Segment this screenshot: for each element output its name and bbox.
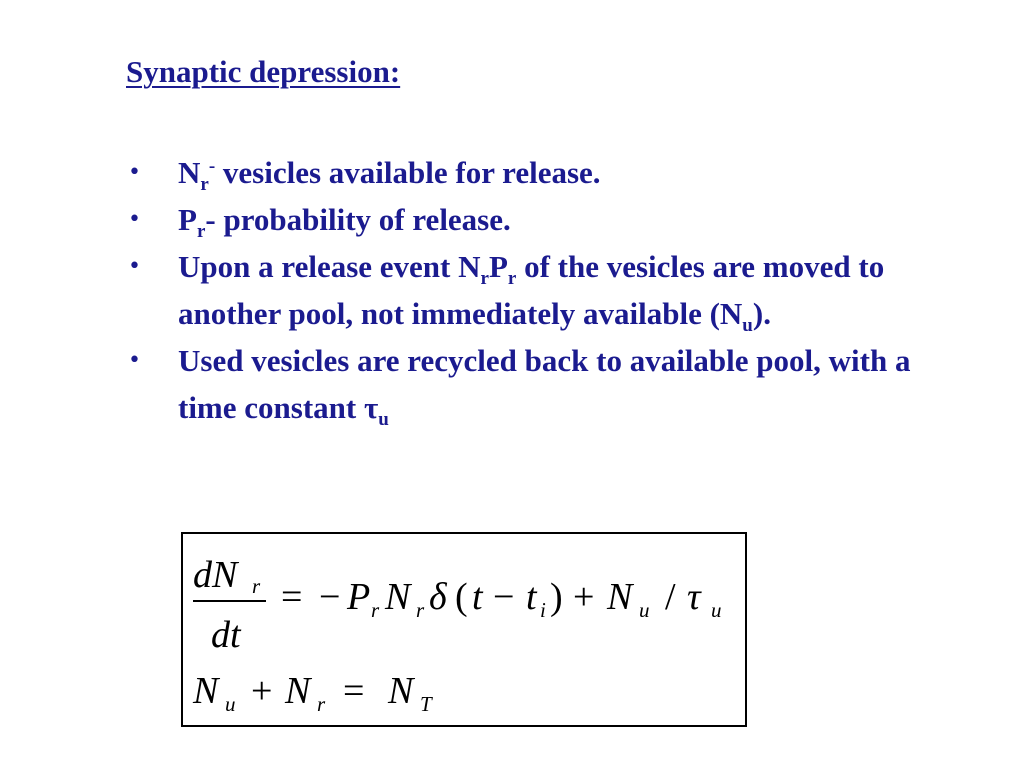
bullet-recycled-vesicles: • Used vesicles are recycled back to available pool, with a time constant $\tau_u$ — [128, 337, 928, 431]
bullet-icon: • — [128, 254, 141, 279]
eq1-t: t — [472, 576, 483, 618]
bullet-icon: • — [128, 207, 141, 232]
eq2-equals: = — [343, 670, 365, 712]
bullet-icon: • — [128, 160, 141, 185]
fraction-bar — [193, 600, 266, 602]
eq1-slash: / — [665, 576, 676, 618]
eq1-Nu: N — [607, 576, 633, 618]
eq2-Nr-sub: r — [317, 692, 326, 716]
bullet-list — [128, 149, 928, 431]
eq1-minus: − — [319, 576, 341, 618]
eq1-N-sub: r — [416, 598, 425, 622]
bullet-release-event: • Upon a release event $N_rP_r$ of the vesicles are moved to another pool, not immediately available $(N_u)$. — [128, 243, 928, 337]
eq1-lparen: ( — [455, 576, 468, 618]
eq2-Nu: N — [193, 670, 219, 712]
frac-denominator: dt — [211, 614, 241, 656]
eq1-P-sub: r — [371, 598, 380, 622]
frac-numerator: dN — [193, 554, 238, 596]
eq2-Nr: N — [285, 670, 311, 712]
eq2-NT-sub: T — [420, 692, 432, 716]
eq1-t-sub: i — [540, 598, 546, 622]
eq2-Nu-sub: u — [225, 692, 236, 716]
eq1-tau: τ — [687, 576, 701, 618]
eq2-plus: + — [251, 670, 273, 712]
eq1-plus: + — [573, 576, 595, 618]
eq1-minus2: − — [493, 576, 515, 618]
eq1-Nu-sub: u — [639, 598, 650, 622]
frac-numerator-sub: r — [252, 574, 261, 598]
eq1-equals: = — [281, 576, 303, 618]
eq2-NT: N — [388, 670, 414, 712]
eq1-rparen: ) — [550, 576, 563, 618]
equation-box — [181, 532, 747, 727]
bullet-probability-release: • $P_r-$ probability of release. — [128, 196, 928, 243]
eq1-t2: t — [526, 576, 537, 618]
slide-title: Synaptic depression: — [126, 54, 401, 89]
eq1-P: P — [347, 576, 371, 618]
bullet-icon: • — [128, 348, 141, 373]
eq1-tau-sub: u — [711, 598, 722, 622]
eq1-delta: δ — [429, 576, 447, 618]
eq1-N: N — [385, 576, 411, 618]
bullet-vesicles-available: • $N_r^-$ vesicles available for release. — [128, 149, 928, 196]
